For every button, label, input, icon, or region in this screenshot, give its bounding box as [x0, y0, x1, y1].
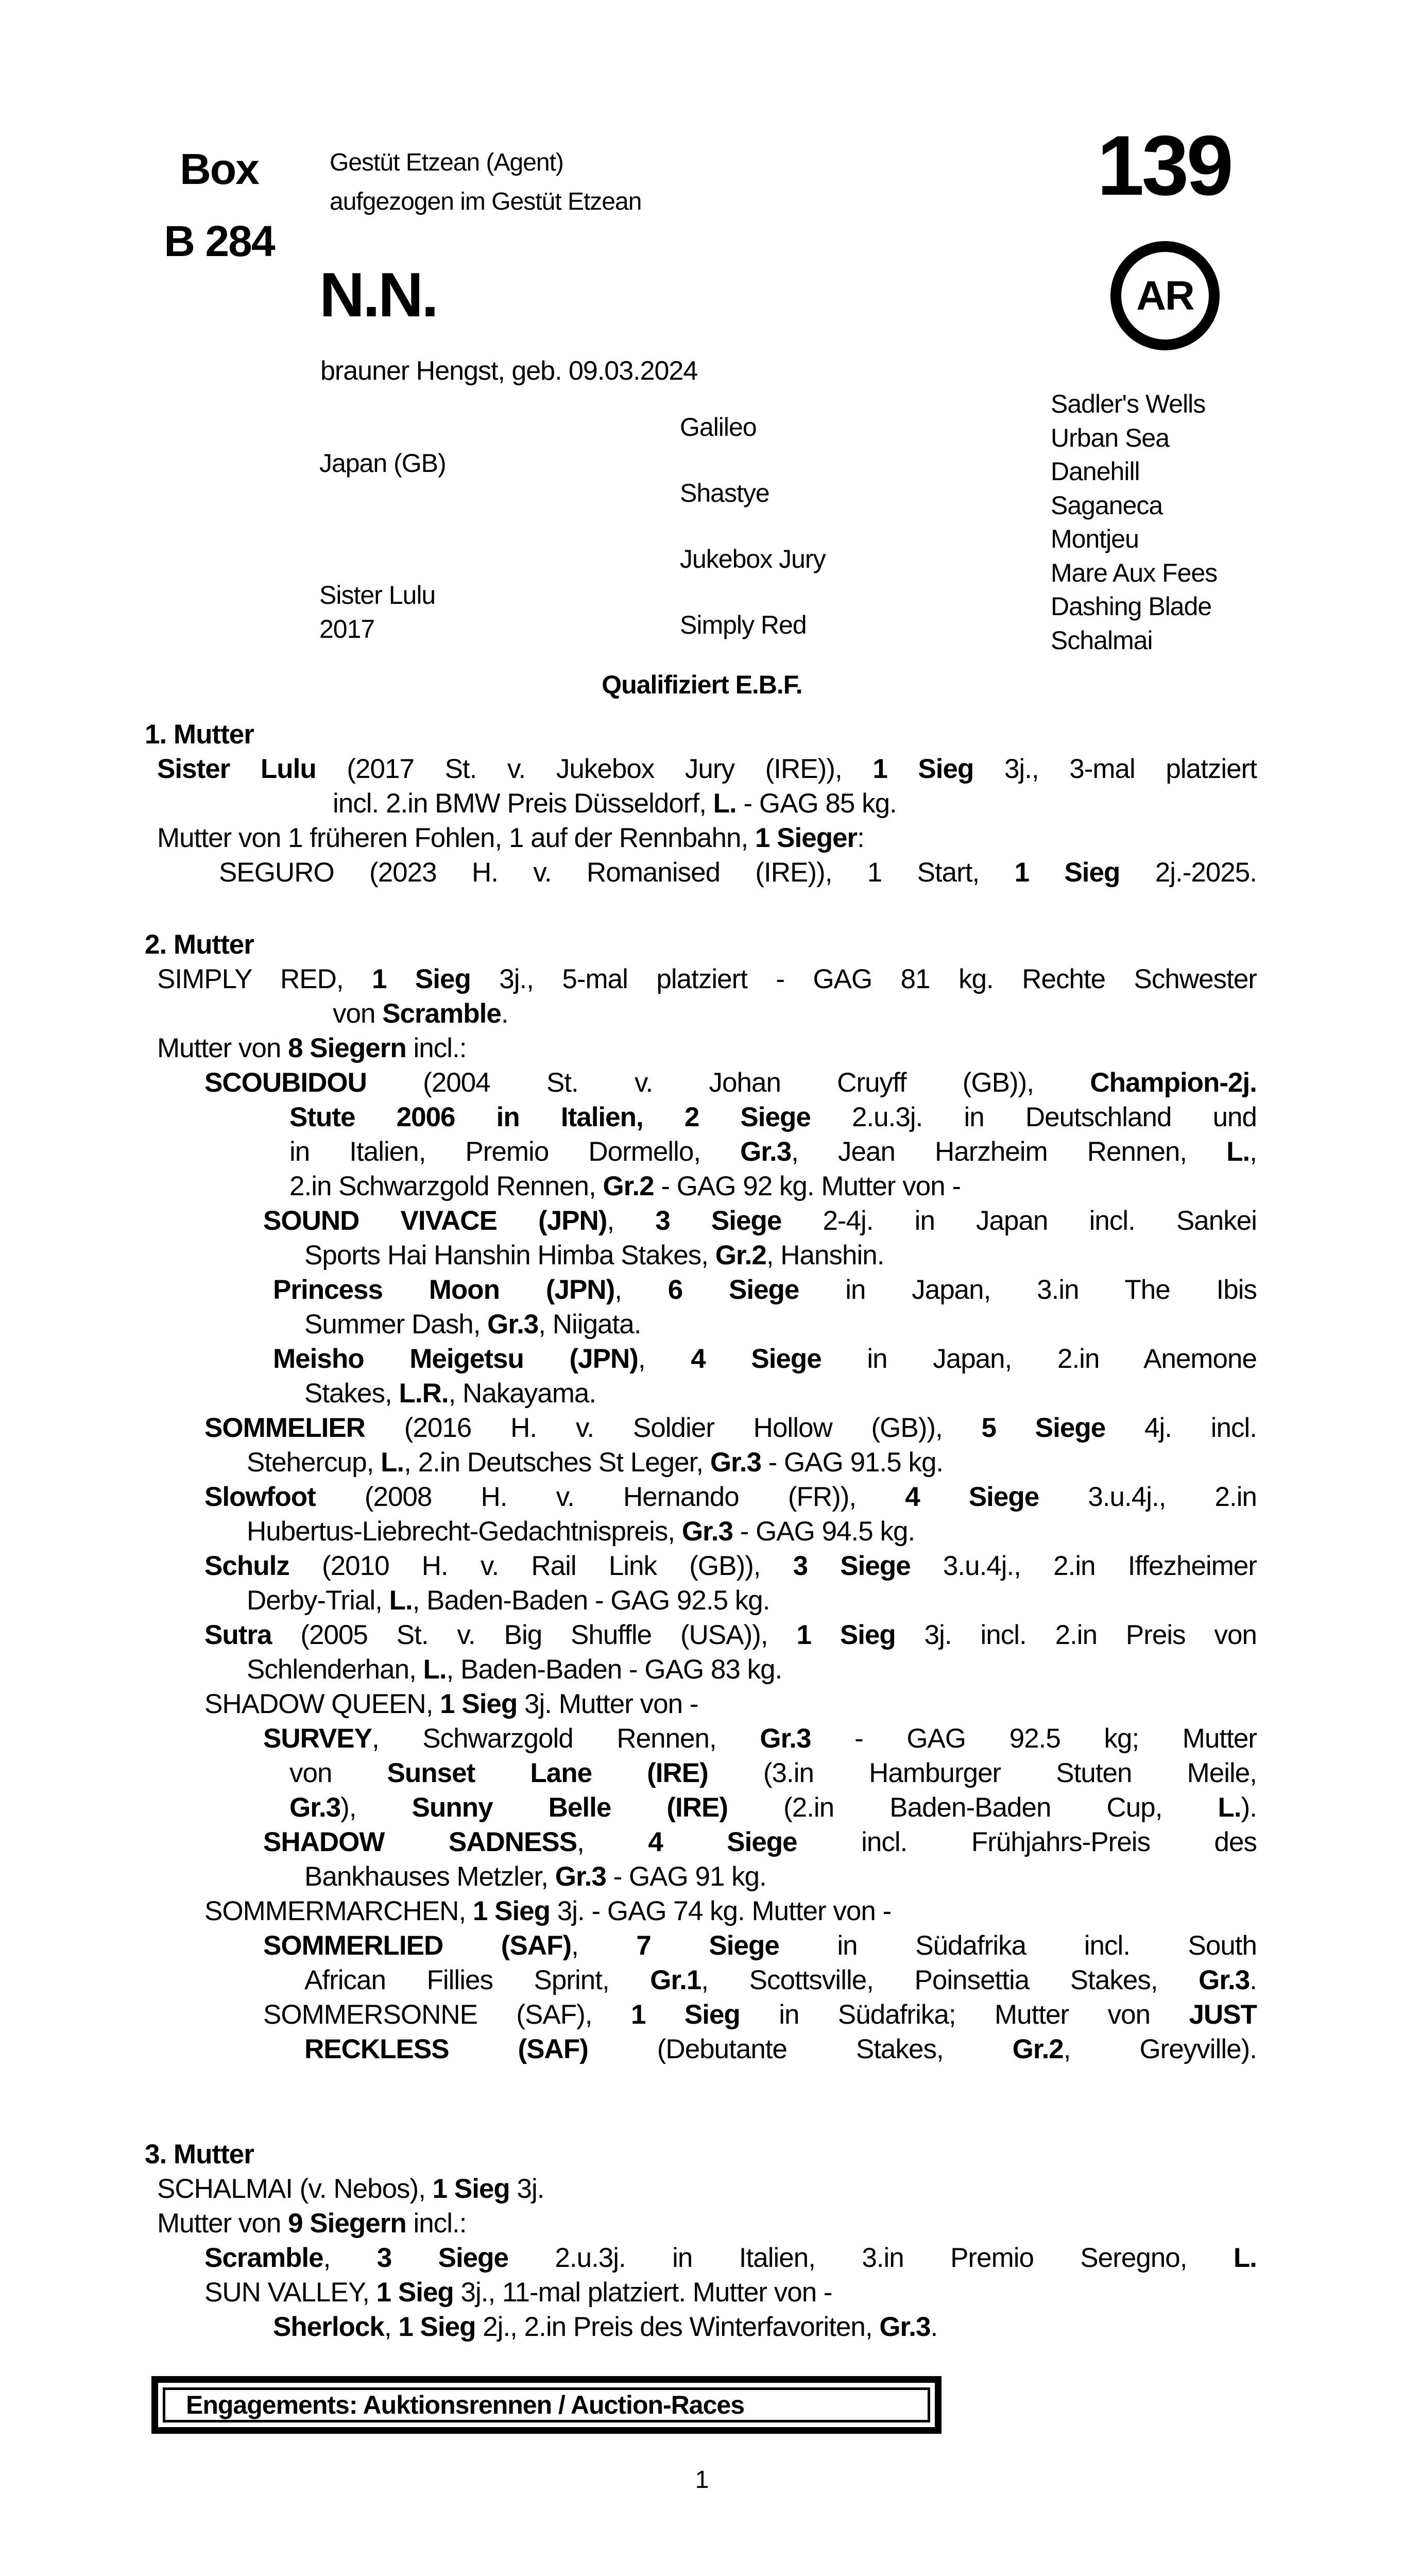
section-heading: 3. Mutter — [145, 2139, 254, 2170]
text-line: Stehercup, L., 2.in Deutsches St Leger, Gr.3 - GAG 91.5 kg. — [247, 1447, 944, 1478]
text-line: Gr.3), Sunny Belle (IRE) (2.in Baden-Baden Cup, L.). — [289, 1792, 1257, 1823]
text-line: SCOUBIDOU (2004 St. v. Johan Cruyff (GB)), Champion-2j. — [204, 1067, 1257, 1098]
text-line: African Fillies Sprint, Gr.1, Scottsville, Poinsettia Stakes, Gr.3. — [304, 1965, 1257, 1995]
text-line: Stakes, L.R., Nakayama. — [304, 1378, 596, 1409]
text-line: Slowfoot (2008 H. v. Hernando (FR)), 4 Siege 3.u.4j., 2.in — [204, 1482, 1257, 1512]
pedigree-dam-name: Sister Lulu — [319, 581, 436, 609]
text-line: SEGURO (2023 H. v. Romanised (IRE)), 1 Start, 1 Sieg 2j.-2025. — [219, 857, 1257, 888]
qualification-note: Qualifiziert E.B.F. — [602, 670, 802, 699]
text-line: Sherlock, 1 Sieg 2j., 2.in Preis des Winterfavoriten, Gr.3. — [273, 2312, 938, 2342]
text-line: SHADOW QUEEN, 1 Sieg 3j. Mutter von - — [204, 1689, 698, 1719]
text-line: SCHALMAI (v. Nebos), 1 Sieg 3j. — [157, 2174, 544, 2204]
mutter-section — [145, 2137, 1257, 2344]
consignor-line1: Gestüt Etzean (Agent) — [330, 149, 563, 176]
text-line: Mutter von 1 früheren Fohlen, 1 auf der Rennbahn, 1 Sieger: — [157, 823, 864, 853]
text-line: Stute 2006 in Italien, 2 Siege 2.u.3j. in Deutschland und — [289, 1102, 1257, 1132]
text-line: Schlenderhan, L., Baden-Baden - GAG 83 kg. — [247, 1654, 782, 1685]
engagements-box — [151, 2376, 941, 2434]
box-number: B 284 — [164, 217, 275, 265]
pedigree-g3-2: Urban Sea — [1051, 423, 1170, 452]
consignor-block — [330, 143, 641, 222]
text-line: SOMMERLIED (SAF), 7 Siege in Südafrika incl. South — [263, 1930, 1257, 1961]
pedigree-dam-sire: Jukebox Jury — [680, 545, 826, 573]
text-line: Meisho Meigetsu (JPN), 4 Siege in Japan, 2.in Anemone — [273, 1344, 1257, 1374]
text-line: RECKLESS (SAF) (Debutante Stakes, Gr.2, Greyville). — [304, 2034, 1257, 2064]
text-line: Bankhauses Metzler, Gr.3 - GAG 91 kg. — [304, 1861, 766, 1892]
text-line: Sutra (2005 St. v. Big Shuffle (USA)), 1 Sieg 3j. incl. 2.in Preis von — [204, 1620, 1257, 1650]
text-line: SOMMERSONNE (SAF), 1 Sieg in Südafrika; Mutter von JUST — [263, 1999, 1257, 2030]
pedigree-g3-7: Dashing Blade — [1051, 592, 1212, 621]
text-line: Schulz (2010 H. v. Rail Link (GB)), 3 Siege 3.u.4j., 2.in Iffezheimer — [204, 1551, 1257, 1581]
text-line: SIMPLY RED, 1 Sieg 3j., 5-mal platziert - GAG 81 kg. Rechte Schwester — [157, 964, 1257, 994]
text-line: 2.in Schwarzgold Rennen, Gr.2 - GAG 92 kg. Mutter von - — [289, 1171, 961, 1201]
text-line: in Italien, Premio Dormello, Gr.3, Jean Harzheim Rennen, L., — [289, 1137, 1257, 1167]
text-line: Hubertus-Liebrecht-Gedachtnispreis, Gr.3 - GAG 94.5 kg. — [247, 1516, 915, 1547]
engagements-label: Engagements: Auktionsrennen / Auction-Races — [163, 2387, 930, 2422]
text-line: Summer Dash, Gr.3, Niigata. — [304, 1309, 641, 1340]
text-line: SOUND VIVACE (JPN), 3 Siege 2-4j. in Japan incl. Sankei — [263, 1206, 1257, 1236]
text-line: SHADOW SADNESS, 4 Siege incl. Frühjahrs-Preis des — [263, 1827, 1257, 1857]
pedigree-sire-dam: Shastye — [680, 479, 769, 507]
text-line: Derby-Trial, L., Baden-Baden - GAG 92.5 kg. — [247, 1585, 770, 1616]
mutter-section — [145, 927, 1257, 2066]
text-line: von Scramble. — [333, 998, 508, 1029]
mutter-section — [145, 717, 1257, 890]
lot-number: 139 — [1097, 118, 1231, 213]
horse-name: N.N. — [319, 260, 437, 330]
text-line: Sports Hai Hanshin Himba Stakes, Gr.2, Hanshin. — [304, 1240, 884, 1270]
box-stall-block — [148, 133, 290, 277]
pedigree-g3-1: Sadler's Wells — [1051, 389, 1206, 418]
section-heading: 2. Mutter — [145, 929, 254, 960]
text-line: SOMMELIER (2016 H. v. Soldier Hollow (GB)), 5 Siege 4j. incl. — [204, 1413, 1257, 1443]
pedigree-g3-6: Mare Aux Fees — [1051, 558, 1218, 587]
text-line: SURVEY, Schwarzgold Rennen, Gr.3 - GAG 92.5 kg; Mutter — [263, 1723, 1257, 1754]
text-line: incl. 2.in BMW Preis Düsseldorf, L. - GAG 85 kg. — [333, 788, 897, 819]
pedigree-dam-dam: Simply Red — [680, 611, 807, 639]
section-heading: 1. Mutter — [145, 719, 254, 750]
horse-details: brauner Hengst, geb. 09.03.2024 — [320, 356, 698, 386]
pedigree-g3-3: Danehill — [1051, 457, 1140, 486]
box-label: Box — [180, 145, 259, 193]
pedigree-dam-block — [319, 578, 435, 646]
text-line: Sister Lulu (2017 St. v. Jukebox Jury (IRE)), 1 Sieg 3j., 3-mal platziert — [157, 754, 1257, 784]
text-line: Mutter von 9 Siegern incl.: — [157, 2208, 467, 2239]
pedigree-g3-4: Saganeca — [1051, 490, 1163, 520]
pedigree-dam-year: 2017 — [319, 615, 375, 643]
pedigree-sire-sire: Galileo — [680, 413, 757, 442]
text-line: Princess Moon (JPN), 6 Siege in Japan, 3.in The Ibis — [273, 1275, 1257, 1305]
ar-badge — [1110, 241, 1220, 350]
pedigree-generation3 — [1051, 387, 1217, 657]
pedigree-g3-8: Schalmai — [1051, 625, 1153, 655]
ar-badge-label: AR — [1136, 273, 1194, 318]
pedigree-sire-name: Japan (GB) — [319, 449, 446, 478]
text-line: von Sunset Lane (IRE) (3.in Hamburger Stuten Meile, — [289, 1758, 1257, 1788]
text-line: Mutter von 8 Siegern incl.: — [157, 1033, 467, 1063]
text-line: SUN VALLEY, 1 Sieg 3j., 11-mal platziert. Mutter von - — [204, 2277, 832, 2308]
pedigree-g3-5: Montjeu — [1051, 524, 1139, 553]
text-line: Scramble, 3 Siege 2.u.3j. in Italien, 3.in Premio Seregno, L. — [204, 2243, 1257, 2273]
consignor-line2: aufgezogen im Gestüt Etzean — [330, 188, 642, 215]
text-line: SOMMERMARCHEN, 1 Sieg 3j. - GAG 74 kg. Mutter von - — [204, 1896, 892, 1926]
page-number: 1 — [695, 2466, 709, 2494]
